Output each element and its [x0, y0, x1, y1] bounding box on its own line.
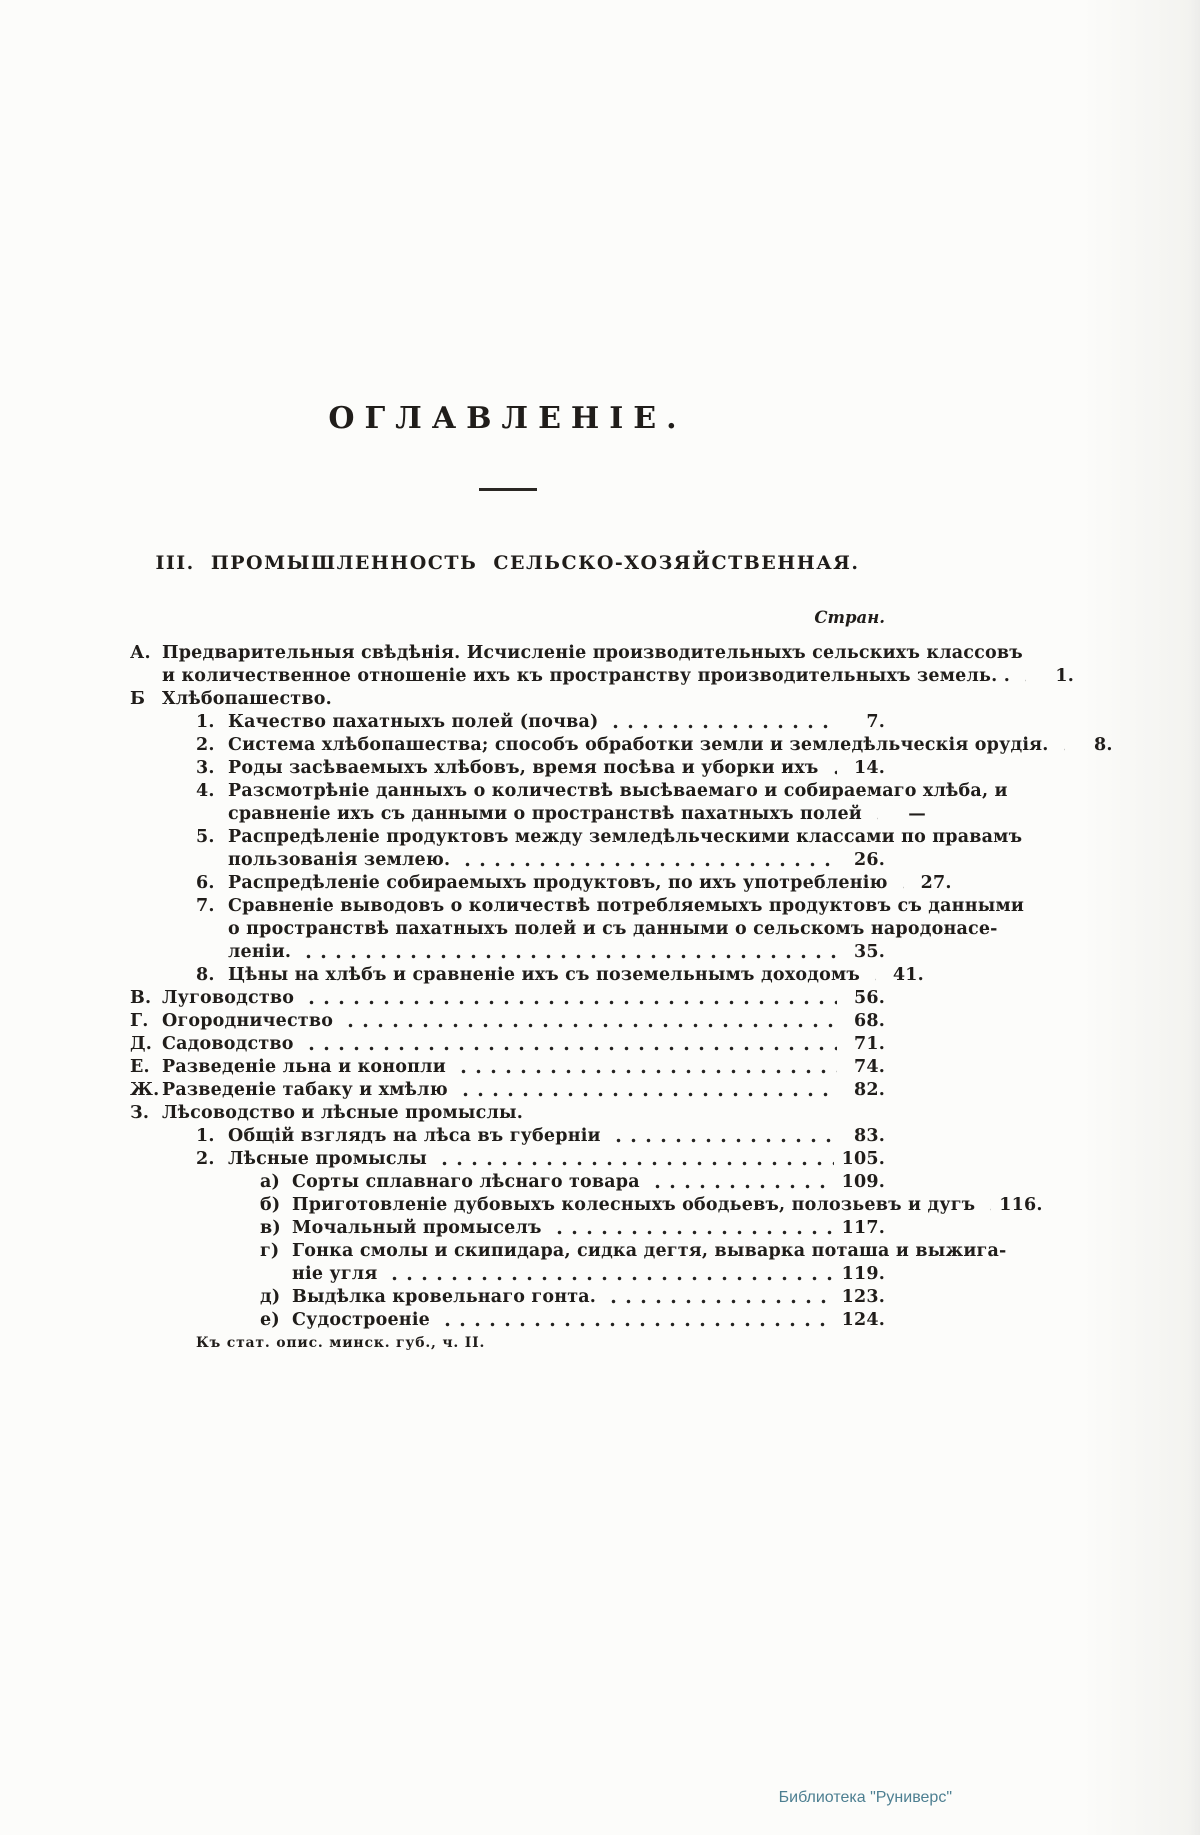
page-column-label: Стран.: [814, 608, 885, 627]
toc-line: [196, 734, 1113, 757]
toc-line: [196, 803, 926, 826]
toc-line: [196, 757, 885, 780]
entry-text: Сорты сплавнаго лѣснаго товара: [292, 1172, 640, 1192]
toc-entry: [130, 826, 1023, 872]
dot-leader: [387, 1275, 833, 1282]
entry-text: Судостроеніе: [292, 1310, 430, 1330]
toc-line: [196, 918, 998, 941]
entry-text: ніе угля: [292, 1264, 378, 1284]
toc-entry: [130, 1171, 885, 1194]
toc-line: [130, 1056, 885, 1079]
entry-text: Распредѣленіе собираемыхъ продуктовъ, по ихъ употребленію: [228, 873, 888, 893]
toc-entry: [130, 964, 924, 987]
toc-line: [260, 1217, 885, 1240]
entry-label: Г.: [130, 1011, 149, 1031]
toc-entry: [130, 1010, 885, 1033]
dot-leader: [456, 1068, 837, 1075]
entry-page-number: 74.: [853, 1057, 885, 1077]
entry-label: 5.: [196, 827, 215, 847]
toc-line: [196, 849, 885, 872]
entry-page-number: 26.: [853, 850, 885, 870]
toc-line: [196, 826, 1023, 849]
entry-page-number: —: [908, 804, 926, 824]
toc-line: [130, 688, 885, 711]
entry-page-number: 56.: [853, 988, 885, 1008]
toc-entry: [130, 780, 1008, 826]
entry-page-number: 105.: [841, 1149, 885, 1169]
toc-line: [130, 1010, 885, 1033]
dot-leader: [829, 769, 837, 776]
dot-leader: [458, 1091, 837, 1098]
dot-leader: [552, 1229, 834, 1236]
dot-leader: [304, 1045, 837, 1052]
page-content: [130, 0, 1113, 1351]
entry-page-number: 109.: [841, 1172, 885, 1192]
toc-entry: [130, 1240, 1007, 1286]
toc-line: [196, 964, 924, 987]
toc-entry: [130, 711, 885, 734]
entry-page-number: 7.: [866, 712, 885, 732]
entry-text: Садоводство: [162, 1034, 294, 1054]
entry-text: Распредѣленіе продуктовъ между земледѣльческими классами по правамъ: [228, 827, 1023, 847]
toc-line: [260, 1194, 1043, 1217]
entry-page-number: 124.: [841, 1310, 885, 1330]
toc-line: [196, 941, 885, 964]
entry-label: е): [260, 1310, 280, 1330]
entry-label: В.: [130, 988, 152, 1008]
entry-text: Огородничество: [162, 1011, 334, 1031]
entry-label: Б: [130, 689, 146, 709]
toc-line: [260, 1309, 885, 1332]
entry-label: 3.: [196, 758, 215, 778]
entry-page-number: 116.: [999, 1195, 1043, 1215]
watermark: Библиотека "Руниверс": [778, 1789, 952, 1806]
dot-leader: [440, 1321, 834, 1328]
toc-entry: [130, 895, 1025, 964]
toc-entry: [130, 1148, 885, 1171]
dot-leader: [343, 1022, 837, 1029]
toc-entry: [130, 642, 1074, 688]
entry-text: Цѣны на хлѣбъ и сравненіе ихъ съ поземельнымъ доходомъ: [228, 965, 860, 985]
entry-page-number: 8.: [1093, 735, 1113, 755]
toc-line: [196, 872, 952, 895]
entry-page-number: 123.: [841, 1287, 885, 1307]
dot-leader: [985, 1206, 991, 1213]
entry-page-number: 27.: [920, 873, 952, 893]
dot-leader: [1059, 746, 1065, 753]
dot-leader: [611, 1137, 837, 1144]
toc-entry: [130, 757, 885, 780]
entry-text: Лѣсные промыслы: [228, 1149, 428, 1169]
toc-entry: [130, 688, 885, 711]
toc-entry: [130, 1286, 885, 1309]
toc-entries: [130, 642, 1113, 1332]
dot-leader: [650, 1183, 834, 1190]
entry-label: 2.: [196, 1149, 215, 1169]
page-title: ОГЛАВЛЕНІЕ.: [328, 401, 687, 436]
toc-entry: [130, 734, 1113, 757]
toc-entry: [130, 987, 885, 1010]
section-heading: III. ПРОМЫШЛЕННОСТЬ СЕЛЬСКО-ХОЗЯЙСТВЕННАЯ.: [155, 552, 860, 574]
entry-text: Предварительныя свѣдѣнія. Исчисленіе производительныхъ сельскихъ классовъ: [162, 643, 1023, 663]
entry-text: леніи.: [228, 942, 292, 962]
entry-label: 4.: [196, 781, 215, 801]
entry-label: 2.: [196, 735, 215, 755]
entry-text: Система хлѣбопашества; способъ обработки земли и земледѣльческія орудія.: [228, 735, 1049, 755]
entry-text: и количественное отношеніе ихъ къ пространству производительныхъ земель. .: [162, 666, 1010, 686]
toc-entry: [130, 1309, 885, 1332]
toc-line: [130, 665, 1074, 688]
dot-leader: [608, 723, 837, 730]
entry-label: З.: [130, 1103, 150, 1123]
entry-text: Разведеніе табаку и хмѣлю: [162, 1080, 448, 1100]
toc-line: [196, 711, 885, 734]
entry-label: Е.: [130, 1057, 150, 1077]
toc-line: [130, 642, 1023, 665]
toc-line: [130, 1102, 885, 1125]
toc-line: [260, 1263, 885, 1286]
entry-page-number: 83.: [853, 1126, 885, 1146]
entry-text: Выдѣлка кровельнаго гонта.: [292, 1287, 597, 1307]
entry-text: Луговодство: [162, 988, 295, 1008]
toc-entry: [130, 1102, 885, 1125]
entry-text: Разведеніе льна и конопли: [162, 1057, 446, 1077]
toc-line: [196, 895, 1025, 918]
entry-page-number: 117.: [841, 1218, 885, 1238]
toc-line: [260, 1286, 885, 1309]
toc-line: [260, 1171, 885, 1194]
dot-leader: [460, 861, 837, 868]
entry-text: пользованія землею.: [228, 850, 451, 870]
entry-label: Ж.: [130, 1080, 160, 1100]
toc-line: [260, 1240, 1007, 1263]
entry-label: 6.: [196, 873, 215, 893]
entry-label: 1.: [196, 712, 215, 732]
entry-label: А.: [130, 643, 151, 663]
entry-text: Разсмотрѣніе данныхъ о количествѣ высѣваемаго и собираемаго хлѣба, и: [228, 781, 1008, 801]
entry-page-number: 119.: [841, 1264, 885, 1284]
toc-line: [130, 1079, 885, 1102]
entry-label: 1.: [196, 1126, 215, 1146]
toc-line: [196, 780, 1008, 803]
dot-leader: [872, 815, 878, 822]
dot-leader: [301, 953, 837, 960]
dot-leader: [870, 976, 876, 983]
entry-text: Сравненіе выводовъ о количествѣ потребляемыхъ продуктовъ съ данными: [228, 896, 1025, 916]
entry-label: б): [260, 1195, 281, 1215]
entry-page-number: 35.: [853, 942, 885, 962]
entry-page-number: 41.: [892, 965, 924, 985]
entry-text: Мочальный промыселъ: [292, 1218, 542, 1238]
dot-leader: [304, 999, 837, 1006]
toc-line: [196, 1125, 885, 1148]
entry-text: сравненіе ихъ съ данными о пространствѣ пахатныхъ полей: [228, 804, 862, 824]
entry-page-number: 14.: [853, 758, 885, 778]
entry-label: г): [260, 1241, 280, 1261]
toc-entry: [130, 1033, 885, 1056]
toc-entry: [130, 1217, 885, 1240]
entry-text: Роды засѣваемыхъ хлѣбовъ, время посѣва и уборки ихъ: [228, 758, 819, 778]
entry-text: Хлѣбопашество.: [162, 689, 332, 709]
entry-page-number: 1.: [1055, 666, 1074, 686]
entry-label: Д.: [130, 1034, 153, 1054]
entry-label: а): [260, 1172, 281, 1192]
dot-leader: [606, 1298, 833, 1305]
entry-label: 8.: [196, 965, 215, 985]
entry-page-number: 68.: [853, 1011, 885, 1031]
toc-entry: [130, 1079, 885, 1102]
entry-text: Приготовленіе дубовыхъ колесныхъ ободьевъ, полозьевъ и дугъ: [292, 1195, 976, 1215]
toc-entry: [130, 1194, 1043, 1217]
footer-signature-note: Къ стат. опис. минск. губ., ч. II.: [196, 1335, 486, 1351]
entry-text: Гонка смолы и скипидара, сидка дегтя, выварка поташа и выжига-: [292, 1241, 1007, 1261]
entry-text: о пространствѣ пахатныхъ полей и съ данными о сельскомъ народонасе-: [228, 919, 998, 939]
dot-leader: [1020, 677, 1026, 684]
toc-line: [196, 1148, 885, 1171]
entry-page-number: 71.: [853, 1034, 885, 1054]
dot-leader: [898, 884, 904, 891]
entry-text: Качество пахатныхъ полей (почва): [228, 712, 599, 732]
entry-text: Общій взглядъ на лѣса въ губерніи: [228, 1126, 601, 1146]
toc-line: [130, 1033, 885, 1056]
toc-line: [130, 987, 885, 1010]
entry-text: Лѣсоводство и лѣсные промыслы.: [162, 1103, 524, 1123]
entry-label: 7.: [196, 896, 215, 916]
toc-entry: [130, 1125, 885, 1148]
toc-entry: [130, 1056, 885, 1079]
entry-page-number: 82.: [853, 1080, 885, 1100]
title-divider-rule: [479, 488, 537, 491]
entry-label: д): [260, 1287, 281, 1307]
toc-entry: [130, 872, 952, 895]
entry-label: в): [260, 1218, 281, 1238]
dot-leader: [437, 1160, 834, 1167]
